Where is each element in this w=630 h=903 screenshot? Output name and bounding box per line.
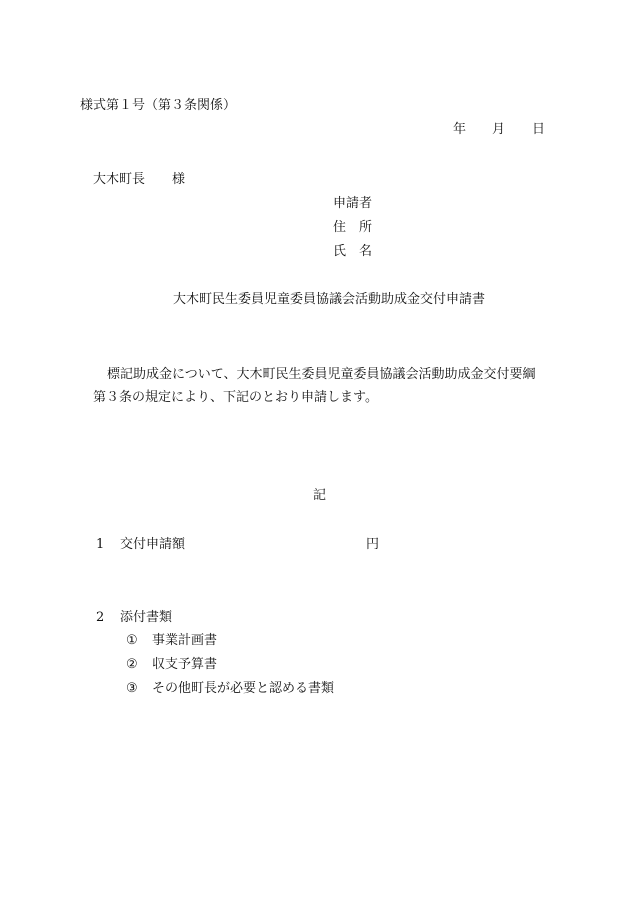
item-1-label: 交付申請額 bbox=[120, 537, 186, 552]
attachment-3-mark: ③ bbox=[126, 681, 138, 696]
attachment-1-label: 事業計画書 bbox=[152, 633, 218, 648]
body-line-1: 標記助成金について、大木町民生委員児童委員協議会活動助成金交付要綱 bbox=[107, 367, 536, 382]
item-2-label: 添付書類 bbox=[120, 610, 173, 625]
address-label: 住 所 bbox=[333, 220, 373, 235]
item-1-unit: 円 bbox=[366, 537, 380, 552]
item-1-number: 1 bbox=[96, 537, 105, 552]
addressee-honorific: 様 bbox=[172, 172, 186, 187]
applicant-label: 申請者 bbox=[333, 196, 373, 211]
addressee-name: 大木町長 bbox=[93, 172, 146, 187]
form-number: 様式第１号（第３条関係） bbox=[80, 98, 237, 113]
date-month: 月 bbox=[492, 122, 506, 137]
attachment-1-mark: ① bbox=[126, 633, 138, 648]
attachment-3-label: その他町長が必要と認める書類 bbox=[152, 681, 335, 696]
date-day: 日 bbox=[532, 122, 546, 137]
name-label: 氏 名 bbox=[333, 244, 373, 259]
document-title: 大木町民生委員児童委員協議会活動助成金交付申請書 bbox=[173, 292, 486, 307]
date-year: 年 bbox=[453, 122, 467, 137]
ki-heading: 記 bbox=[313, 488, 327, 503]
attachment-2-mark: ② bbox=[126, 657, 138, 672]
attachment-2-label: 収支予算書 bbox=[152, 657, 218, 672]
body-line-2: 第３条の規定により、下記のとおり申請します。 bbox=[93, 390, 378, 405]
item-2-number: 2 bbox=[96, 610, 105, 625]
